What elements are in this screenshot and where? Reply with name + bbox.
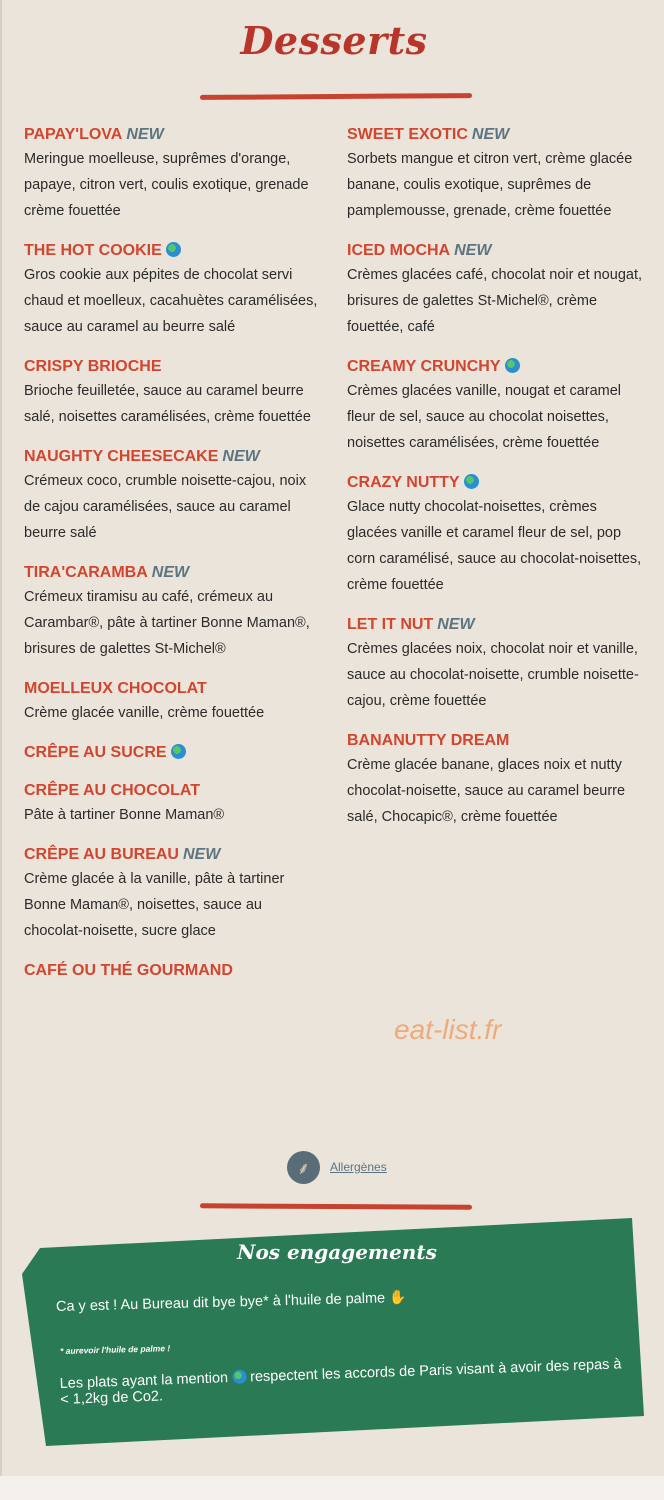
- menu-item-title: SWEET EXOTIC: [347, 126, 468, 143]
- new-badge: NEW: [222, 448, 260, 465]
- menu-item: [347, 614, 647, 714]
- menu-item-title: CRÊPE AU SUCRE: [24, 744, 167, 761]
- allergens-link-row[interactable]: [287, 1150, 387, 1184]
- wheat-icon[interactable]: ⸙: [287, 1151, 320, 1184]
- menu-item-title: MOELLEUX CHOCOLAT: [24, 680, 207, 697]
- engagements-panel: [22, 1218, 652, 1448]
- menu-item: [24, 678, 324, 726]
- page-title: Desserts: [240, 18, 428, 63]
- menu-item-name: [24, 446, 324, 468]
- globe-icon: [166, 242, 181, 257]
- menu-item: [24, 124, 324, 224]
- allergens-link[interactable]: Allergènes: [330, 1160, 387, 1174]
- menu-item-name: [347, 356, 647, 378]
- menu-item-title: CREAMY CRUNCHY: [347, 358, 501, 375]
- menu-item-description: Crèmes glacées café, chocolat noir et nougat, brisures de galettes St-Michel®, crème fouettée, café: [347, 267, 642, 335]
- menu-item-title: PAPAY'LOVA: [24, 126, 123, 143]
- title-underline: [200, 93, 472, 100]
- new-badge: NEW: [126, 126, 164, 143]
- menu-item-name: [24, 780, 324, 802]
- globe-icon: [505, 358, 520, 373]
- menu-item-title: LET IT NUT: [347, 616, 434, 633]
- menu-item: [24, 960, 324, 982]
- menu-item-name: [347, 614, 647, 636]
- globe-icon: [171, 744, 186, 759]
- menu-item-description: Brioche feuilletée, sauce au caramel beurre salé, noisettes caramélisées, crème fouettée: [24, 383, 311, 425]
- menu-item-name: [347, 730, 647, 752]
- menu-item-title: CRAZY NUTTY: [347, 474, 460, 491]
- globe-icon: [464, 474, 479, 489]
- new-badge: NEW: [454, 242, 492, 259]
- menu-item-description: Sorbets mangue et citron vert, crème glacée banane, coulis exotique, suprêmes de pamplemousse, grenade, crème fouettée: [347, 151, 633, 219]
- menu-item: [24, 742, 324, 764]
- menu-item-description: Glace nutty chocolat-noisettes, crèmes glacées vanille et caramel fleur de sel, pop corn caramélisé, sauce au chocolat-noisettes, crème fouettée: [347, 499, 642, 593]
- menu-item-name: [347, 472, 647, 494]
- menu-item-description: Crème glacée à la vanille, pâte à tartiner Bonne Maman®, noisettes, sauce au chocolat-noisette, sucre glace: [24, 871, 285, 939]
- menu-item-description: Crème glacée banane, glaces noix et nutty chocolat-noisette, sauce au caramel beurre salé, Chocapic®, crème fouettée: [347, 757, 626, 825]
- menu-item-description: Meringue moelleuse, suprêmes d'orange, papaye, citron vert, coulis exotique, grenade crème fouettée: [24, 151, 309, 219]
- menu-item: [347, 356, 647, 456]
- menu-item-title: BANANUTTY DREAM: [347, 732, 510, 749]
- engagements-footnote: * aurevoir l'huile de palme !: [59, 1343, 171, 1356]
- menu-item-name: [24, 678, 324, 700]
- menu-item: [24, 356, 324, 430]
- menu-item-name: [347, 240, 647, 262]
- menu-item: [24, 562, 324, 662]
- menu-item: [24, 240, 324, 340]
- menu-item-description: Crémeux tiramisu au café, crémeux au Carambar®, pâte à tartiner Bonne Maman®, brisures de galettes St-Michel®: [24, 589, 310, 657]
- engagements-title: Nos engagements: [237, 1240, 437, 1264]
- menu-item: [347, 240, 647, 340]
- left-column: [24, 124, 324, 998]
- menu-item-title: CRÊPE AU BUREAU: [24, 846, 179, 863]
- menu-item: [347, 124, 647, 224]
- menu-item-description: Crèmes glacées vanille, nougat et caramel fleur de sel, sauce au chocolat noisettes, noisettes caramélisées, crème fouettée: [347, 383, 622, 451]
- menu-item-title: NAUGHTY CHEESECAKE: [24, 448, 219, 465]
- menu-item-name: [24, 960, 324, 982]
- menu-item: [24, 780, 324, 828]
- menu-item-title: TIRA'CARAMBA: [24, 564, 148, 581]
- footer-strip: [0, 1476, 664, 1500]
- menu-item-description: Pâte à tartiner Bonne Maman®: [24, 807, 225, 823]
- new-badge: NEW: [471, 126, 510, 143]
- section-divider: [200, 1203, 472, 1209]
- new-badge: NEW: [182, 846, 221, 863]
- menu-item-description: Crème glacée vanille, crème fouettée: [24, 705, 265, 721]
- menu-item-title: CAFÉ OU THÉ GOURMAND: [24, 962, 233, 979]
- menu-item-name: [347, 124, 647, 146]
- menu-item: [24, 446, 324, 546]
- menu-item-title: ICED MOCHA: [347, 242, 451, 259]
- engagements-paris-text-b: respectent les accords de Paris visant à avoir des repas à < 1,2kg de Co2.: [60, 1356, 622, 1408]
- menu-item-name: [24, 844, 324, 866]
- menu-item-description: Crèmes glacées noix, chocolat noir et vanille, sauce au chocolat-noisette, crumble noisette-cajou, crème fouettée: [347, 641, 639, 709]
- globe-icon: [232, 1370, 246, 1384]
- menu-item: [24, 844, 324, 944]
- right-column: [347, 124, 647, 846]
- menu-item-description: Crémeux coco, crumble noisette-cajou, noix de cajou caramélisées, sauce au caramel beurre salé: [24, 473, 307, 541]
- menu-item-title: THE HOT COOKIE: [24, 242, 162, 259]
- new-badge: NEW: [437, 616, 475, 633]
- menu-item-name: [24, 124, 324, 146]
- menu-item: [347, 472, 647, 598]
- menu-item: [347, 730, 647, 830]
- watermark: eat-list.fr: [394, 1014, 502, 1045]
- menu-item-title: CRISPY BRIOCHE: [24, 358, 162, 375]
- menu-item-name: [24, 562, 324, 584]
- menu-item-name: [24, 742, 324, 764]
- menu-item-name: [24, 356, 324, 378]
- menu-item-title: CRÊPE AU CHOCOLAT: [24, 782, 200, 799]
- engagements-palm-oil-text: Ca y est ! Au Bureau dit bye bye* à l'huile de palme: [55, 1290, 386, 1315]
- menu-item-description: Gros cookie aux pépites de chocolat servi chaud et moelleux, cacahuètes caramélisées, sauce au caramel au beurre salé: [24, 267, 318, 335]
- engagements-paris-text-a: Les plats ayant la mention: [59, 1370, 229, 1392]
- new-badge: NEW: [151, 564, 190, 581]
- waving-hand-icon: ✋: [388, 1288, 407, 1306]
- menu-item-name: [24, 240, 324, 262]
